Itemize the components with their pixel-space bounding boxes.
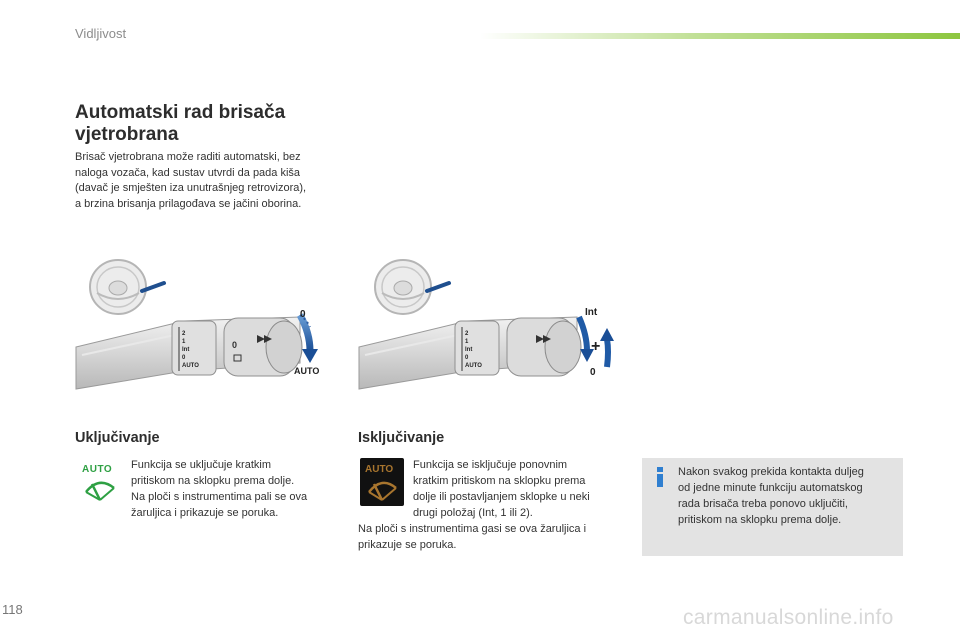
info-icon [654, 467, 666, 487]
scale-label-int: Int [465, 347, 473, 353]
auto-wiper-off-icon [360, 458, 404, 506]
scale-label-0: 0 [182, 355, 186, 361]
off-line: Na ploči s instrumentima gasi se ova žaruljica i [358, 523, 587, 535]
off-line: dolje ili postavljanjem sklopke u neki [413, 491, 590, 503]
info-line: od jedne minute funkciju automatskog [678, 482, 863, 494]
on-line: Funkcija se uključuje kratkim [131, 459, 271, 471]
steering-wheel-icon [375, 260, 449, 314]
intro-line: naloga vozača, kad sustav utvrdi da pada kiša [75, 166, 301, 179]
title-line-2: vjetrobrana [75, 124, 179, 145]
svg-text:0: 0 [232, 340, 238, 350]
title-line-1: Automatski rad brisača [75, 102, 286, 123]
wiper-stalk-illustration-auto [74, 255, 324, 395]
intro-line: (davač je smješten iza unutrašnjeg retrovizora), [75, 182, 307, 194]
scale-label-auto: AUTO [182, 363, 199, 369]
scale-label-0: 0 [465, 355, 469, 361]
int-position-label: Int [585, 307, 598, 318]
stalk-position-label: 0 [300, 309, 306, 320]
info-box [642, 458, 903, 556]
on-line: Na ploči s instrumentima pali se ova [131, 491, 308, 503]
wiper-icon [369, 483, 396, 500]
intro-line: Brisač vjetrobrana može raditi automatski, bez [75, 151, 301, 163]
info-text [678, 464, 893, 528]
section-title-off: Isključivanje [358, 430, 445, 446]
off-line: prikazuje se poruka. [358, 539, 457, 551]
off-line: Funkcija se isključuje ponovnim [413, 459, 568, 471]
off-position-label: 0 [590, 367, 596, 378]
scale-label-2: 2 [182, 331, 186, 337]
scale-label-1: 1 [465, 339, 469, 345]
section-header: Vidljivost [75, 26, 127, 41]
wiper-icon [86, 483, 114, 500]
page-number: 118 [2, 602, 23, 617]
header-accent-bar [480, 33, 960, 39]
scale-label-2: 2 [465, 331, 469, 337]
auto-wiper-warning-light-off [360, 458, 404, 506]
arrow-down-icon [300, 315, 318, 363]
on-description [131, 457, 336, 521]
section-title-on: Uključivanje [75, 430, 160, 446]
plus-sign: + [591, 338, 601, 355]
wiper-stalk-icon [76, 317, 302, 389]
info-line: Nakon svakog prekida kontakta duljeg [678, 466, 864, 478]
off-line: kratkim pritiskom na sklopku prema [413, 475, 586, 487]
scale-label-int: Int [182, 347, 190, 353]
scale-label-1: 1 [182, 339, 186, 345]
auto-badge-text: AUTO [365, 464, 394, 475]
intro-line: a brzina brisanja prilagođava se jačini oborina. [75, 197, 302, 210]
intro-paragraph [75, 150, 350, 212]
info-line: rada brisača treba ponovo uključiti, [678, 498, 848, 510]
steering-wheel-icon [90, 260, 164, 314]
auto-position-label: AUTO [294, 366, 320, 376]
scale-label-auto: AUTO [465, 363, 482, 369]
off-description-continued [358, 521, 623, 553]
wiper-stalk-icon [359, 317, 581, 389]
on-line: pritiskom na sklopku prema dolje. [131, 475, 295, 487]
wiper-stalk-illustration-off [357, 255, 622, 395]
auto-wiper-warning-light-on [80, 460, 120, 505]
arrow-up-icon [600, 328, 614, 367]
watermark: carmanualsonline.info [683, 606, 894, 629]
on-line: žaruljica i prikazuje se poruka. [131, 507, 279, 519]
off-line: drugi položaj (Int, 1 ili 2). [413, 507, 533, 519]
auto-badge-text: AUTO [82, 464, 113, 475]
off-description [413, 457, 613, 521]
info-line: pritiskom na sklopku prema dolje. [678, 514, 842, 526]
page-title [75, 102, 285, 146]
